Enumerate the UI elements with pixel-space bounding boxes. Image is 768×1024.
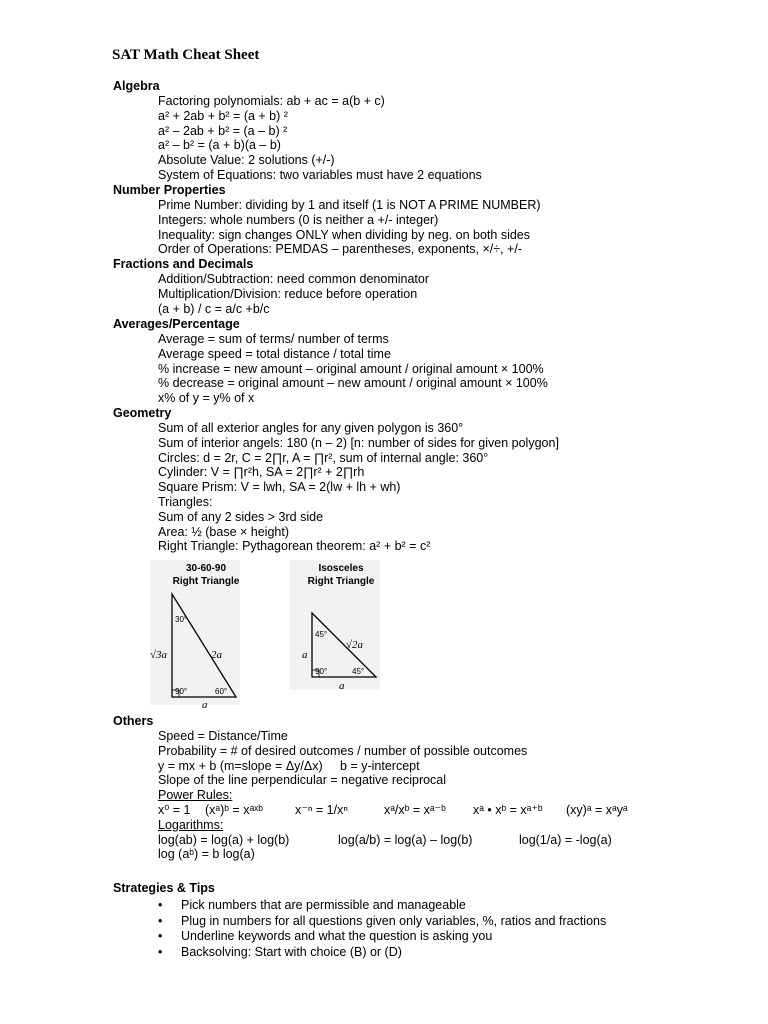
formula-line: Square Prism: V = lwh, SA = 2(lw + lh + wh) [158,480,401,495]
power-rule: (xy)ᵃ = xᵃyᵃ [566,802,628,817]
formula-line: Inequality: sign changes ONLY when dividing by neg. on both sides [158,227,531,242]
log-rules-row [113,833,628,848]
log-rule: log(ab) = log(a) + log(b) [158,832,290,847]
power-rule: x⁻ⁿ = 1/xⁿ [295,802,348,817]
formula-line: (a + b) / c = a/c +b/c [158,301,270,316]
formula-line: Addition/Subtraction: need common denominator [158,272,429,286]
log-rule: log(a/b) = log(a) – log(b) [338,832,473,847]
section-heading: Strategies & Tips [113,881,215,895]
angle-label: 60° [215,687,228,696]
formula-line: Area: ½ (base × height) [158,524,289,539]
formula-line: Circles: d = 2r, C = 2∏r, A = ∏r², sum of internal angle: 360° [158,450,489,465]
power-rule: xᵃ • xᵇ = xᵃ⁺ᵇ [473,802,543,817]
formula-line: Integers: whole numbers (0 is neither a +/- integer) [158,212,439,227]
angle-label: 90° [175,687,188,696]
log-rule: log(1/a) = -log(a) [519,832,612,847]
section-geometry [113,406,559,554]
tip-item [113,898,606,914]
formula-line: Average speed = total distance / total time [158,346,391,361]
triangle-30-60-90 [172,594,236,697]
right-title-2: Right Triangle [307,576,375,587]
section-heading: Geometry [113,406,172,420]
formula-line: Right Triangle: Pythagorean theorem: a² + b² = c² [158,539,431,554]
formula-line: Absolute Value: 2 solutions (+/-) [158,153,335,168]
side-label: 2a [211,649,222,661]
section-heading: Averages/Percentage [113,317,240,331]
side-label: a [302,649,308,661]
section-number-properties [113,183,541,257]
section-averages [113,317,548,406]
formula-line: a² – b² = (a + b)(a – b) [158,138,281,153]
bullet-icon: • [158,929,163,943]
power-rule: (xᵃ)ᵇ = xᵃˣᵇ [205,802,263,817]
formula-line: Average = sum of terms/ number of terms [158,332,389,346]
formula-line: Multiplication/Division: reduce before operation [158,286,418,301]
side-label: √3a [150,649,168,661]
tip-text: Pick numbers that are permissible and manageable [181,898,466,912]
formula-line: % increase = new amount – original amount / original amount × 100% [158,361,544,376]
tip-item [113,945,606,961]
side-label: a [339,680,345,692]
formula-line: x% of y = y% of x [158,391,255,406]
formula-line: Order of Operations: PEMDAS – parentheses, exponents, ×/÷, +/- [158,242,522,257]
formula-line: Triangles: [158,494,213,509]
angle-label: 45° [315,630,328,639]
power-rule: xᵃ/xᵇ = xᵃ⁻ᵇ [384,802,446,817]
tip-text: Backsolving: Start with choice (B) or (D) [181,944,402,959]
triangle-diagrams [150,560,390,710]
power-rule: x⁰ = 1 [158,802,191,817]
formula-line: System of Equations: two variables must have 2 equations [158,167,482,182]
bullet-icon: • [158,913,163,928]
formula-line: Probability = # of desired outcomes / number of possible outcomes [158,743,528,758]
formula-line: % decrease = original amount – new amount / original amount × 100% [158,376,548,391]
formula-line: Cylinder: V = ∏r²h, SA = 2∏r² + 2∏rh [158,465,365,480]
formula-line: a² – 2ab + b² = (a – b) ² [158,123,288,138]
left-title-2: Right Triangle [172,576,240,587]
formula-line: Factoring polynomials: ab + ac = a(b + c) [158,94,385,108]
section-heading: Others [113,714,154,728]
section-algebra [113,79,482,183]
formula-line: Speed = Distance/Time [158,729,288,743]
formula-line: Sum of any 2 sides > 3rd side [158,509,324,524]
section-heading: Fractions and Decimals [113,257,254,271]
left-title-1: 30-60-90 [185,563,227,574]
section-fractions [113,257,429,316]
formula-line: Slope of the line perpendicular = negative reciprocal [158,773,447,788]
formula-line: y = mx + b (m=slope = Δy/Δx) b = y-intercept [158,758,420,773]
tip-text: Plug in numbers for all questions given only variables, %, ratios and fractions [181,913,607,928]
tip-text: Underline keywords and what the question is asking you [181,929,493,943]
section-heading: Algebra [113,79,160,93]
tip-item [113,914,606,930]
bullet-icon: • [158,944,163,959]
formula-line: Sum of all exterior angles for any given polygon is 360° [158,421,464,435]
tip-item [113,929,606,945]
right-title-1: Isosceles [318,563,364,574]
section-heading: Number Properties [113,183,226,197]
log-rule: log (aᵇ) = b log(a) [158,847,255,862]
formula-line: Sum of interior angels: 180 (n – 2) [n: number of sides for given polygon] [158,435,559,450]
side-label: a [202,699,208,710]
logarithms-label: Logarithms: [158,817,224,832]
section-others [113,714,628,862]
formula-line: a² + 2ab + b² = (a + b) ² [158,108,288,123]
power-rules-label: Power Rules: [158,788,233,803]
power-rules-row [113,803,628,818]
side-label: √2a [346,639,364,651]
bullet-icon: • [158,898,163,912]
section-tips [113,881,606,960]
formula-line: Prime Number: dividing by 1 and itself (1 is NOT A PRIME NUMBER) [158,198,541,212]
angle-label: 90° [315,667,328,676]
angle-label: 30° [175,615,188,624]
angle-label: 45° [352,667,365,676]
page-title: SAT Math Cheat Sheet [112,47,260,63]
triangles-figure [150,560,390,710]
